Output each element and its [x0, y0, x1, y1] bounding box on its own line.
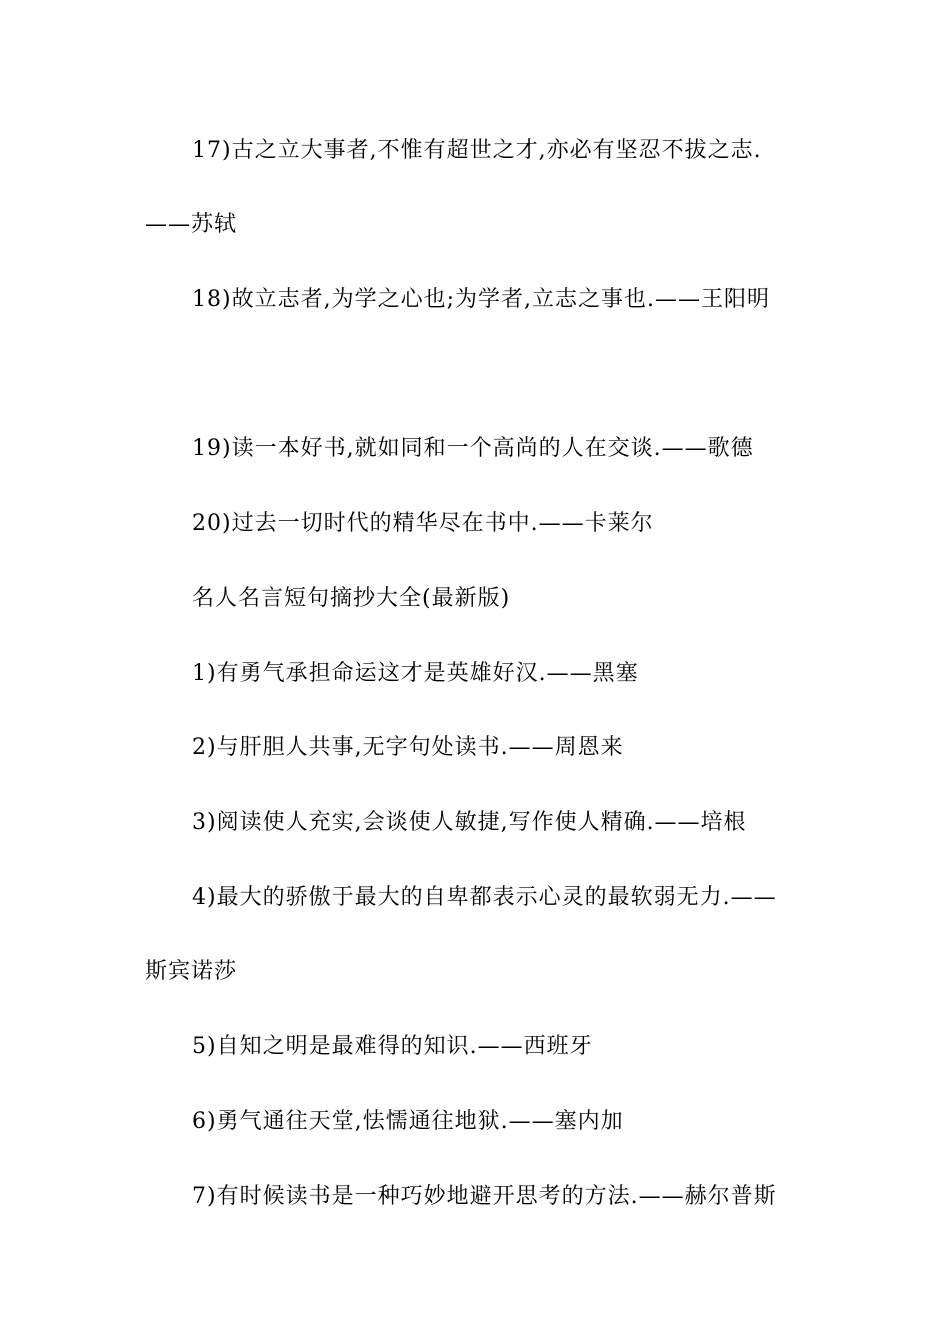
quote-18: 18)故立志者,为学之心也;为学者,立志之事也.——王阳明 [192, 287, 770, 312]
quote-17: 17)古之立大事者,不惟有超世之才,亦必有坚忍不拔之志. [192, 138, 762, 163]
quote-4: 4)最大的骄傲于最大的自卑都表示心灵的最软弱无力.—— [192, 885, 777, 910]
quote-2: 2)与肝胆人共事,无字句处读书.——周恩来 [192, 735, 624, 760]
quote-17-author: ——苏轼 [145, 212, 238, 237]
quote-3: 3)阅读使人充实,会谈使人敏捷,写作使人精确.——培根 [192, 810, 747, 835]
quote-4-author: 斯宾诺莎 [145, 959, 238, 984]
quote-19: 19)读一本好书,就如同和一个高尚的人在交谈.——歌德 [192, 436, 754, 461]
quote-6: 6)勇气通往天堂,怯懦通往地狱.——塞内加 [192, 1109, 624, 1134]
quote-5: 5)自知之明是最难得的知识.——西班牙 [192, 1034, 593, 1059]
quote-1: 1)有勇气承担命运这才是英雄好汉.——黑塞 [192, 661, 639, 686]
quote-7: 7)有时候读书是一种巧妙地避开思考的方法.——赫尔普斯 [192, 1184, 777, 1209]
section-heading: 名人名言短句摘抄大全(最新版) [192, 586, 511, 611]
quote-20: 20)过去一切时代的精华尽在书中.——卡莱尔 [192, 511, 654, 536]
